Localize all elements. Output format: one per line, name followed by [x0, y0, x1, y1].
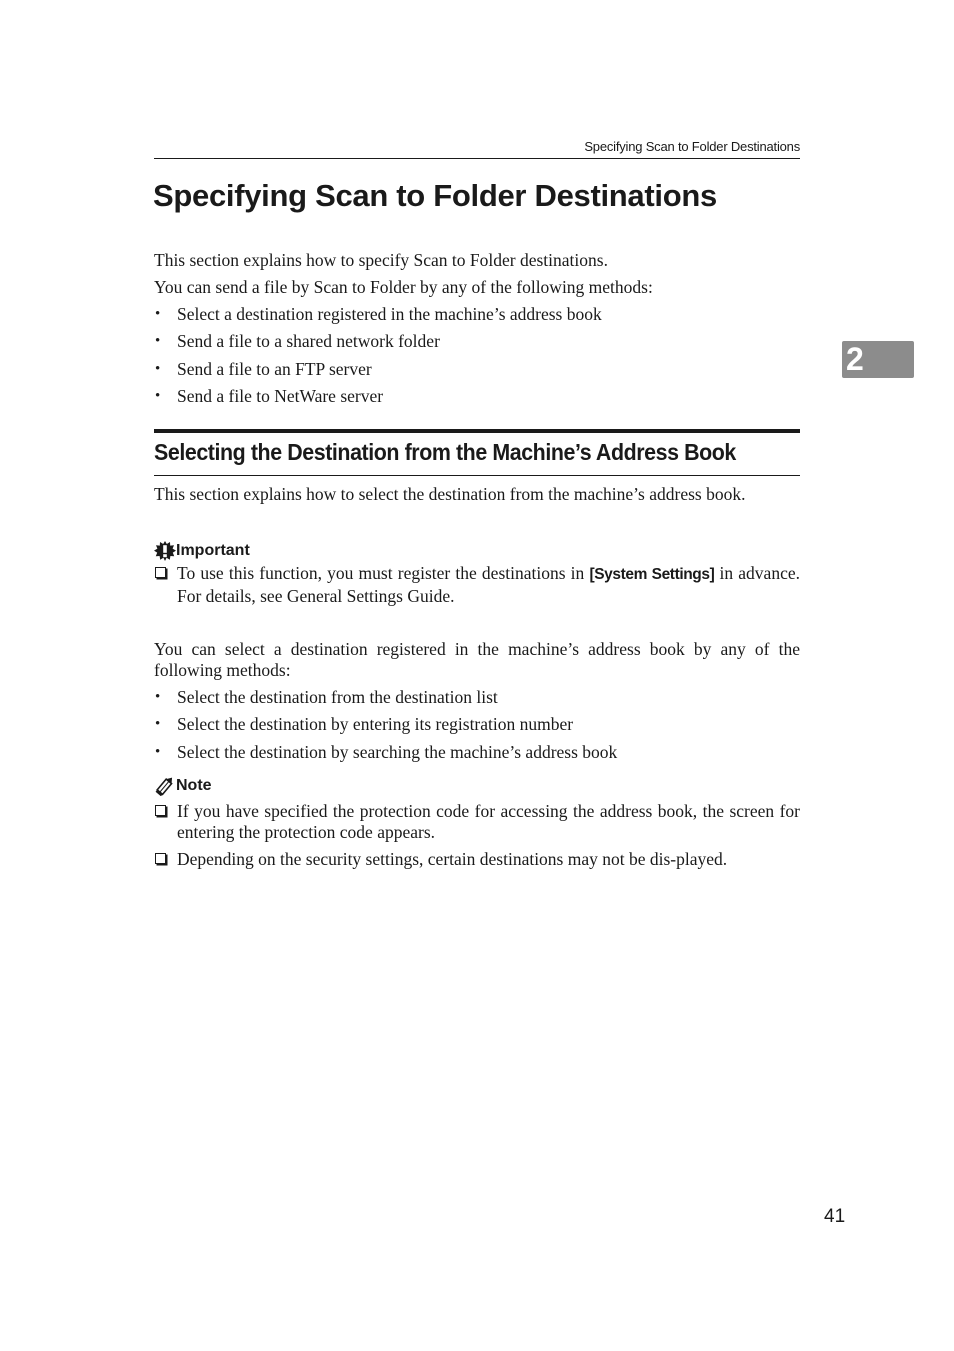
note-list	[154, 801, 800, 870]
note-text: Depending on the security settings, certain destinations may not be dis-played.	[177, 849, 728, 869]
pencil-icon	[154, 776, 176, 796]
section-heading: Selecting the Destination from the Machine’s Address Book	[154, 439, 736, 465]
chapter-tab	[842, 341, 914, 378]
checkbox-bullet-icon	[155, 567, 166, 578]
system-settings-key-label: [System Settings]	[589, 566, 715, 583]
intro-line-2: You can send a file by Scan to Folder by any of the following methods:	[154, 277, 653, 297]
important-burst-icon	[154, 541, 176, 561]
page-title: Specifying Scan to Folder Destinations	[153, 178, 717, 213]
section-bottom-rule	[154, 475, 800, 476]
important-list	[154, 563, 800, 606]
checkbox-bullet-icon	[155, 853, 166, 864]
note-callout-heading	[154, 776, 212, 796]
checkbox-bullet-icon	[155, 805, 166, 816]
note-text: If you have specified the protection code for accessing the address book, the screen for entering the protection code appears.	[177, 801, 800, 842]
note-label: Note	[176, 777, 212, 794]
list-item: • Send a file to NetWare server	[154, 386, 800, 413]
list-item: • Send a file to a shared network folder	[154, 331, 800, 358]
important-label: Important	[176, 542, 250, 559]
scan-methods-list	[154, 304, 800, 413]
list-item	[154, 563, 800, 606]
important-text-after: in advance. For details, see General Settings Guide.	[177, 563, 800, 606]
running-header: Specifying Scan to Folder Destinations	[584, 139, 800, 154]
list-item	[154, 849, 800, 870]
section-top-rule	[154, 429, 800, 433]
list-item: • Send a file to an FTP server	[154, 359, 800, 386]
important-callout-heading	[154, 541, 250, 561]
important-text-before: To use this function, you must register the destinations in	[177, 563, 590, 583]
section-body: You can select a destination registered in the machine’s address book by any of the following methods:	[154, 639, 800, 680]
page-number: 41	[824, 1206, 846, 1227]
list-item: • Select the destination from the destination list	[154, 687, 800, 714]
intro-line-1: This section explains how to specify Scan to Folder destinations.	[154, 250, 608, 270]
section-intro: This section explains how to select the destination from the machine’s address book.	[154, 484, 746, 504]
list-item: • Select the destination by searching the machine’s address book	[154, 742, 800, 769]
chapter-number: 2	[846, 341, 864, 377]
header-rule	[154, 158, 800, 159]
selection-methods-list	[154, 687, 800, 769]
list-item: • Select a destination registered in the machine’s address book	[154, 304, 800, 331]
list-item: • Select the destination by entering its registration number	[154, 714, 800, 741]
list-item	[154, 801, 800, 842]
